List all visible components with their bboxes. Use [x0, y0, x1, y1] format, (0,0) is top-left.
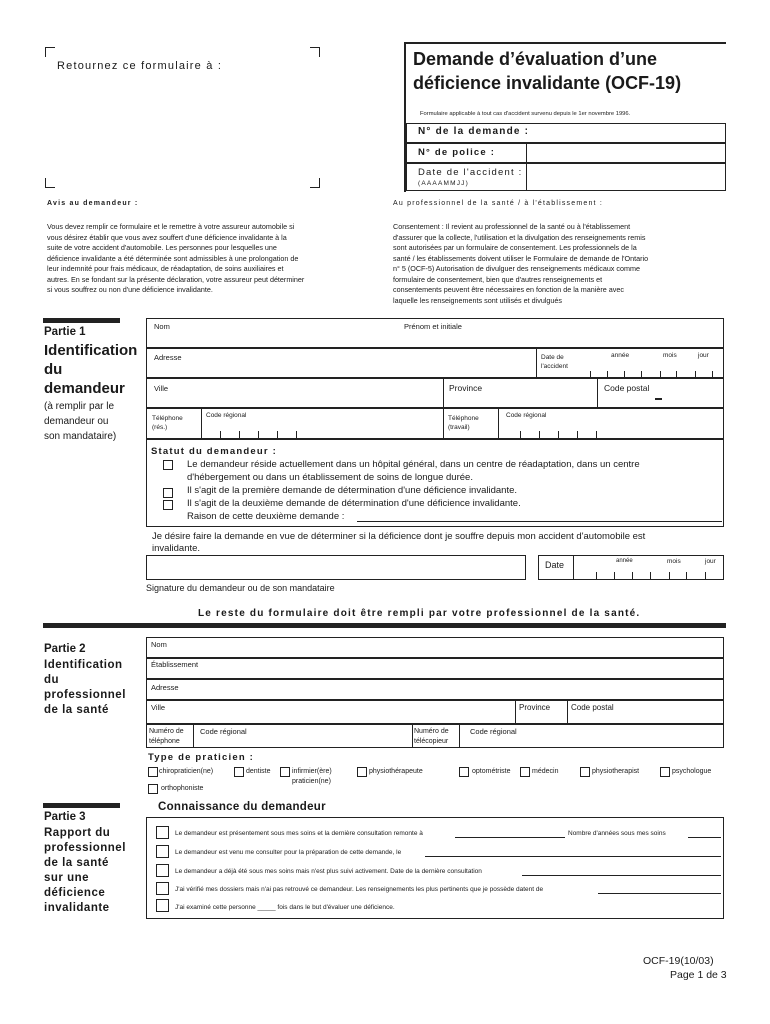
part1-rule: [43, 318, 120, 323]
policy-number-label: N° de police :: [418, 147, 496, 158]
signature-label: Signature du demandeur ou de son mandataire: [146, 583, 335, 593]
years-under-care-field[interactable]: [688, 837, 721, 838]
hp-province-label: Province: [519, 703, 551, 712]
hp-fax-divider-left: [412, 724, 413, 748]
name-label: Nom: [154, 322, 170, 331]
type-optometrist-checkbox[interactable]: [459, 767, 469, 777]
notice-applicant-text: Vous devez remplir ce formulaire et le remettre à votre assureur automobile si vous désirez établir que vous avez souffert d'une déficience invalidante à la suite de votre accident d'automobile. Les personnes pour lesquelles une déficience invalidante a été déterminée sont admissibles à une prolongation de leur indemnité pour frais médicaux, de réadaptation, de soins auxiliaires et autres. En se fondant sur la présente déclaration, votre assureur peut déterminer si vous souffrez ou non d'une déficience invalidante.: [47, 222, 305, 294]
hp-fax-divider: [459, 724, 460, 748]
signature-date-label: Date: [545, 560, 565, 570]
second-request-reason-field[interactable]: [357, 521, 722, 522]
hp-name-field[interactable]: [146, 637, 724, 658]
status-second-request-checkbox[interactable]: [163, 500, 173, 510]
type-nurse-label: infirmier(ère): [292, 768, 332, 775]
page-number: Page 1 de 3: [670, 969, 727, 981]
part1-title: Identification du demandeur: [44, 342, 138, 397]
part2-title: Identification du professionnel de la santé: [44, 659, 126, 716]
part3-rule: [43, 803, 120, 808]
home-phone-label: Téléphone (rés.): [152, 415, 183, 431]
type-physio-fr-label: physiothérapeute: [369, 768, 423, 775]
knowledge-former-checkbox[interactable]: [156, 864, 169, 877]
knowledge-not-found-text: J'ai vérifié mes dossiers mais n'ai pas retrouvé ce demandeur. Les renseignements les plus pertinents que je possède datent de: [175, 886, 544, 893]
second-request-reason-label: Raison de cette deuxième demande :: [187, 511, 345, 522]
records-date-field[interactable]: [598, 893, 721, 894]
work-area-code-label: Code régional: [506, 412, 547, 419]
status-heading: Statut du demandeur :: [151, 446, 278, 457]
address-corner-tr: [310, 47, 320, 57]
hp-postal-divider: [567, 700, 568, 724]
type-nurse-checkbox[interactable]: [280, 767, 290, 777]
knowledge-current-text: Le demandeur est présentement sous mes soins et la dernière consultation remonte à: [175, 830, 423, 837]
part1-label: Partie 1: [44, 326, 86, 338]
type-physician-checkbox[interactable]: [520, 767, 530, 777]
declaration-line2: invalidante.: [152, 543, 201, 554]
month-label: mois: [663, 352, 677, 359]
type-chiropractor-label: chiropraticien(ne): [159, 768, 214, 775]
applicability-note: Formulaire applicable à tout cas d'accident survenu depuis le 1er novembre 1996.: [420, 111, 631, 117]
notice-professional-heading: Au professionnel de la santé / à l'établissement :: [393, 200, 603, 207]
type-physiotherapist-label: physiotherapist: [592, 768, 640, 775]
consent-text: Consentement : Il revient au professionnel de la santé ou à l'établissement d'assurer que la collecte, l'utilisation et la divulgation des renseignements remis sont autorisées par un formulaire de consentement. Les professionnels de la santé / les établissements doivent utiliser le Formulaire de demande de l'Ontario n° 5 (OCF-5) Autorisation de divulguer des renseignements médicaux comme formulaire de consentement, bien que d'autres renseignements et consentements peuvent être nécessaires en fonction de la manière avec laquelle les renseignements sont utilisés et divulgués: [393, 222, 649, 305]
accident-date-format: (AAAAMMJJ): [418, 180, 469, 187]
hp-city-divider: [515, 700, 516, 724]
knowledge-current-checkbox[interactable]: [156, 826, 169, 839]
knowledge-examined-text: J'ai examiné cette personne _____ fois dans le but d'évaluer une déficience.: [175, 904, 395, 911]
knowledge-examined-checkbox[interactable]: [156, 899, 169, 912]
hp-postal-code-label: Code postal: [571, 703, 614, 712]
type-psychologist-checkbox[interactable]: [660, 767, 670, 777]
hp-phone-label: Numéro de téléphone: [149, 728, 184, 745]
hp-institution-label: Établissement: [151, 660, 199, 669]
year-label: année: [611, 352, 630, 359]
status-hospital-checkbox[interactable]: [163, 460, 173, 470]
hp-fax-area-code-label: Code régional: [470, 727, 517, 736]
last-consult-field[interactable]: [455, 837, 565, 838]
status-first-request-checkbox[interactable]: [163, 488, 173, 498]
hp-address-field[interactable]: [146, 679, 724, 700]
notice-applicant-heading: Avis au demandeur :: [47, 200, 139, 207]
accident-date-label-p1: Date de l'accident: [541, 354, 568, 370]
accident-date-label: Date de l'accident :: [418, 167, 523, 178]
day-label: jour: [698, 352, 709, 359]
signature-date-divider: [573, 555, 574, 580]
claim-number-label: N° de la demande :: [418, 126, 530, 137]
type-physio-fr-checkbox[interactable]: [357, 767, 367, 777]
hp-institution-field[interactable]: [146, 658, 724, 679]
hp-address-label: Adresse: [151, 683, 179, 692]
type-dentist-label: dentiste: [246, 768, 271, 775]
hp-city-field[interactable]: [146, 700, 724, 724]
type-nurse-label-cont: praticien(ne): [292, 778, 331, 785]
sig-month-label: mois: [667, 558, 681, 565]
type-speech-therapist-checkbox[interactable]: [148, 784, 158, 794]
hp-phone-area-code-label: Code régional: [200, 727, 247, 736]
part1-subtitle: (à remplir par le demandeur ou son mandataire): [44, 401, 117, 442]
postal-code-label: Code postal: [604, 383, 650, 393]
return-to-label: Retournez ce formulaire à :: [57, 60, 223, 72]
address-divider: [536, 348, 537, 378]
hp-fax-label: Numéro de télécopieur: [414, 728, 449, 745]
policy-divider: [526, 143, 527, 163]
knowledge-heading: Connaissance du demandeur: [158, 801, 326, 813]
firstname-label: Prénom et initiale: [404, 322, 462, 331]
form-title-line1: Demande d’évaluation d’une: [413, 49, 658, 69]
type-speech-therapist-label: orthophoniste: [161, 785, 204, 792]
signature-field[interactable]: [146, 555, 526, 580]
status-hospital-text: Le demandeur réside actuellement dans un hôpital général, dans un centre de réadaptation, dans un centre: [187, 459, 640, 470]
knowledge-consult-text: Le demandeur est venu me consulter pour la préparation de cette demande, le: [175, 849, 402, 856]
type-physician-label: médecin: [532, 768, 559, 775]
address-label: Adresse: [154, 353, 182, 362]
knowledge-consult-checkbox[interactable]: [156, 845, 169, 858]
part3-title: Rapport du professionnel de la santé sur une déficience invalidante: [44, 827, 126, 914]
type-chiropractor-checkbox[interactable]: [148, 767, 158, 777]
hp-phone-divider: [193, 724, 194, 748]
title-top-rule: [404, 42, 726, 44]
address-field[interactable]: [146, 348, 724, 378]
form-title-line2: déficience invalidante (OCF-19): [413, 73, 682, 93]
type-physiotherapist-checkbox[interactable]: [580, 767, 590, 777]
work-phone-divider-left: [443, 408, 444, 439]
rest-of-form-banner: Le reste du formulaire doit être rempli par votre professionnel de la santé.: [198, 608, 641, 619]
postal-dash: [655, 398, 662, 400]
type-optometrist-label: optométriste: [472, 768, 511, 775]
status-second-request-text: Il s'agit de la deuxième demande de détermination d'une déficience invalidante.: [187, 498, 521, 509]
knowledge-former-text: Le demandeur a déjà été sous mes soins mais n'est plus suivi activement. Date de la dernière consultation: [175, 868, 482, 875]
city-label: Ville: [154, 384, 169, 393]
knowledge-not-found-checkbox[interactable]: [156, 882, 169, 895]
home-phone-divider: [201, 408, 202, 439]
address-corner-tl: [45, 47, 55, 57]
work-phone-divider: [498, 408, 499, 439]
part3-label: Partie 3: [44, 811, 86, 823]
status-hospital-text-cont: d'hébergement ou dans un établissement de soins de longue durée.: [187, 472, 473, 483]
sig-day-label: jour: [705, 558, 716, 565]
accident-date-divider: [526, 163, 527, 191]
postal-divider: [597, 378, 598, 408]
province-label: Province: [449, 383, 483, 393]
work-phone-label: Téléphone (travail): [448, 415, 479, 431]
type-psychologist-label: psychologue: [672, 768, 712, 775]
hp-name-label: Nom: [151, 640, 167, 649]
type-dentist-checkbox[interactable]: [234, 767, 244, 777]
hp-city-label: Ville: [151, 703, 166, 712]
declaration-line1: Je désire faire la demande en vue de déterminer si la déficience dont je souffre depuis mon accident d'automobile est: [152, 531, 646, 542]
part2-top-rule: [43, 623, 726, 628]
city-divider: [443, 378, 444, 408]
years-under-care-label: Nombre d'années sous mes soins: [568, 830, 666, 837]
home-area-code-label: Code régional: [206, 412, 247, 419]
address-corner-bl: [45, 178, 55, 188]
address-corner-br: [310, 178, 320, 188]
status-first-request-text: Il s'agit de la première demande de détermination d'une déficience invalidante.: [187, 485, 517, 496]
practitioner-type-heading: Type de praticien :: [148, 752, 255, 763]
former-last-consult-field[interactable]: [522, 875, 721, 876]
consult-date-field[interactable]: [425, 856, 721, 857]
sig-year-label: année: [616, 558, 633, 564]
form-code: OCF-19(10/03): [643, 955, 714, 967]
part2-label: Partie 2: [44, 643, 86, 655]
